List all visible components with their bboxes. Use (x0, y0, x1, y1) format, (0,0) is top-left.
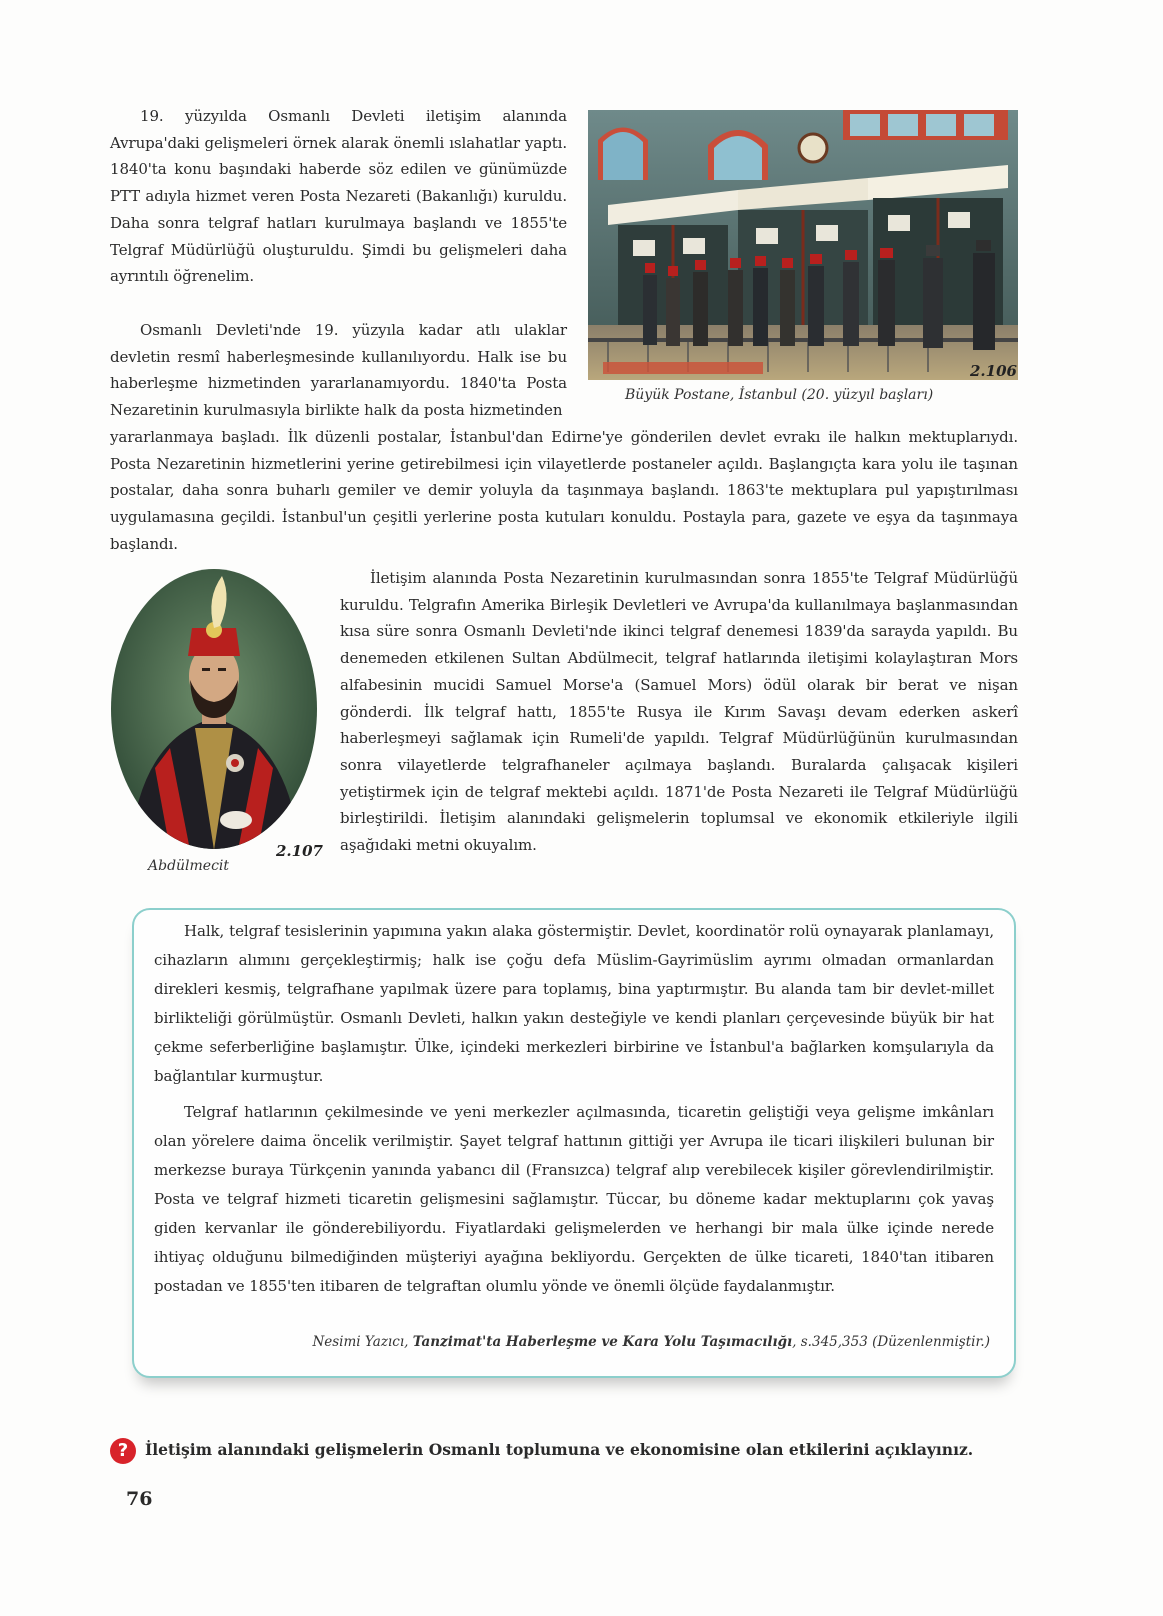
page-number: 76 (126, 1488, 153, 1510)
source-author: Nesimi Yazıcı, (312, 1334, 413, 1350)
figure-number-2-107: 2.107 (276, 842, 323, 860)
intro-paragraph: 19. yüzyılda Osmanlı Devleti iletişim alanında Avrupa'daki gelişmeleri örnek alarak önemli ıslahatlar yaptı. 1840'ta konu başındaki haberde söz edilen ve günümüzde PTT adıyla hizmet veren Posta Nezareti (Bakanlığı) kuruldu. Daha sonra telgraf hatları kurulmaya başlandı ve 1855'te Telgraf Müdürlüğü oluşturuldu. Şimdi bu gelişmeleri daha ayrıntılı öğrenelim. (110, 107, 567, 286)
question-icon: ? (110, 1438, 136, 1464)
quote-paragraph-1: Halk, telgraf tesislerinin yapımına yakın alaka göstermiştir. Devlet, koordinatör rolü oynayarak planlamayı, cihazların alımını gerçekleştirmiş; halk ise çoğu defa Müslim-Gayrimüslim ayrımı olmadan ormanlardan direkleri kesmiş, telgrafhane yapılmak üzere para toplamış, bina yaptırmıştır. Bu alanda tam bir devlet-millet birlikteliği görülmüştür. Osmanlı Devleti, halkın yakın desteğiyle ve kendi planları çerçevesinde büyük bir hat çekme seferberliğine başlamıştır. Ülke, içindeki merkezleri birbirine ve İstanbul'a bağlarken komşularıyla da bağlantılar kurmuştur. (154, 922, 994, 1085)
quote-paragraph-2: Telgraf hatlarının çekilmesinde ve yeni merkezler açılmasında, ticaretin geliştiği veya gelişme imkânları olan yörelere daima öncelik verilmiştir. Şayet telgraf hattının gittiği yer Avrupa ile ticari ilişkileri bulunan bir merkezse buraya Türkçenin yanında yabancı dil (Fransızca) telgraf alıp verebilecek kişiler görevlendirilmiştir. Posta ve telgraf hizmeti ticaretin gelişmesini sağlamıştır. Tüccar, bu döneme kadar mektuplarını çok yavaş giden kervanlar ile gönderebiliyordu. Fiyatlardaki gelişmelerden ve herhangi bir mala ülke içinde nerede ihtiyaç olduğunu bilmediğinden müşteriyi ayağına bekliyordu. Gerçekten de ülke ticareti, 1840'tan itibaren postadan ve 1855'ten itibaren de telgraftan olumlu yönde ve önemli ölçüde faydalanmıştır. (154, 1103, 994, 1295)
source-title: Tanzimat'ta Haberleşme ve Kara Yolu Taşımacılığı (412, 1334, 793, 1350)
post-office-illustration (588, 110, 1018, 380)
telgraf-paragraph: İletişim alanında Posta Nezaretinin kurulmasından sonra 1855'te Telgraf Müdürlüğü kuruldu. Telgrafın Amerika Birleşik Devletleri ve Avrupa'da kullanılmaya başlanmasından kısa süre sonra Osmanlı Devleti'nde ikinci telgraf denemesi 1839'da sarayda yapıldı. Bu denemeden etkilenen Sultan Abdülmecit, telgraf hatlarında iletişimi kolaylaştıran Mors alfabesinin mucidi Samuel Morse'a (Samuel Mors) ödül olarak bir berat ve nişan gönderdi. İlk telgraf hattı, 1855'te Rusya ile Kırım Savaşı devam ederken askerî haberleşmeyi sağlamak için Rumeli'de yapıldı. Telgraf Müdürlüğünün kurulmasından sonra vilayetlerde telgrafhaneler açılmaya başlandı. Buralarda çalışacak kişileri yetiştirmek için de telgraf mektebi açıldı. 1871'de Posta Nezareti ile Telgraf Müdürlüğü birleştirildi. İletişim alanındaki gelişmelerin toplumsal ve ekonomik etkileriyle ilgili aşağıdaki metni okuyalım. (340, 569, 1018, 855)
quote-source (312, 1334, 990, 1350)
figure-caption-portrait: Abdülmecit (148, 858, 230, 874)
posta-paragraph-continued: yararlanmaya başladı. İlk düzenli postalar, İstanbul'dan Edirne'ye gönderilen devlet evrakı ile halkın mektuplarıydı. Posta Nezaretinin hizmetlerini yerine getirebilmesi için vilayetlerde postaneler açıldı. Başlangıçta kara yolu ile taşınan postalar, daha sonra buharlı gemiler ve demir yoluyla da taşınmaya başlandı. 1863'te mektuplara pul yapıştırılması uygulamasına geçildi. İstanbul'un çeşitli yerlerine posta kutuları konuldu. Postayla para, gazete ve eşya da taşınmaya başlandı. (110, 428, 1018, 553)
posta-paragraph: Osmanlı Devleti'nde 19. yüzyıla kadar atlı ulaklar devletin resmî haberleşmesinde kullanılıyordu. Halk ise bu haberleşme hizmetinden yararlanamıyordu. 1840'ta Posta Nezaretinin kurulmasıyla birlikte halk da posta hizmetinden (110, 321, 567, 420)
abdulmecit-portrait (110, 568, 318, 850)
figure-number-2-106: 2.106 (970, 362, 1017, 380)
source-pages: , s.345,353 (Düzenlenmiştir.) (792, 1334, 990, 1350)
question-text: İletişim alanındaki gelişmelerin Osmanlı toplumuna ve ekonomisine olan etkilerini açıklayınız. (145, 1440, 974, 1459)
post-office-image (588, 110, 1018, 380)
figure-caption-post-office: Büyük Postane, İstanbul (20. yüzyıl başları) (625, 387, 934, 403)
quote-box (132, 908, 1016, 1378)
portrait-illustration (110, 568, 318, 850)
